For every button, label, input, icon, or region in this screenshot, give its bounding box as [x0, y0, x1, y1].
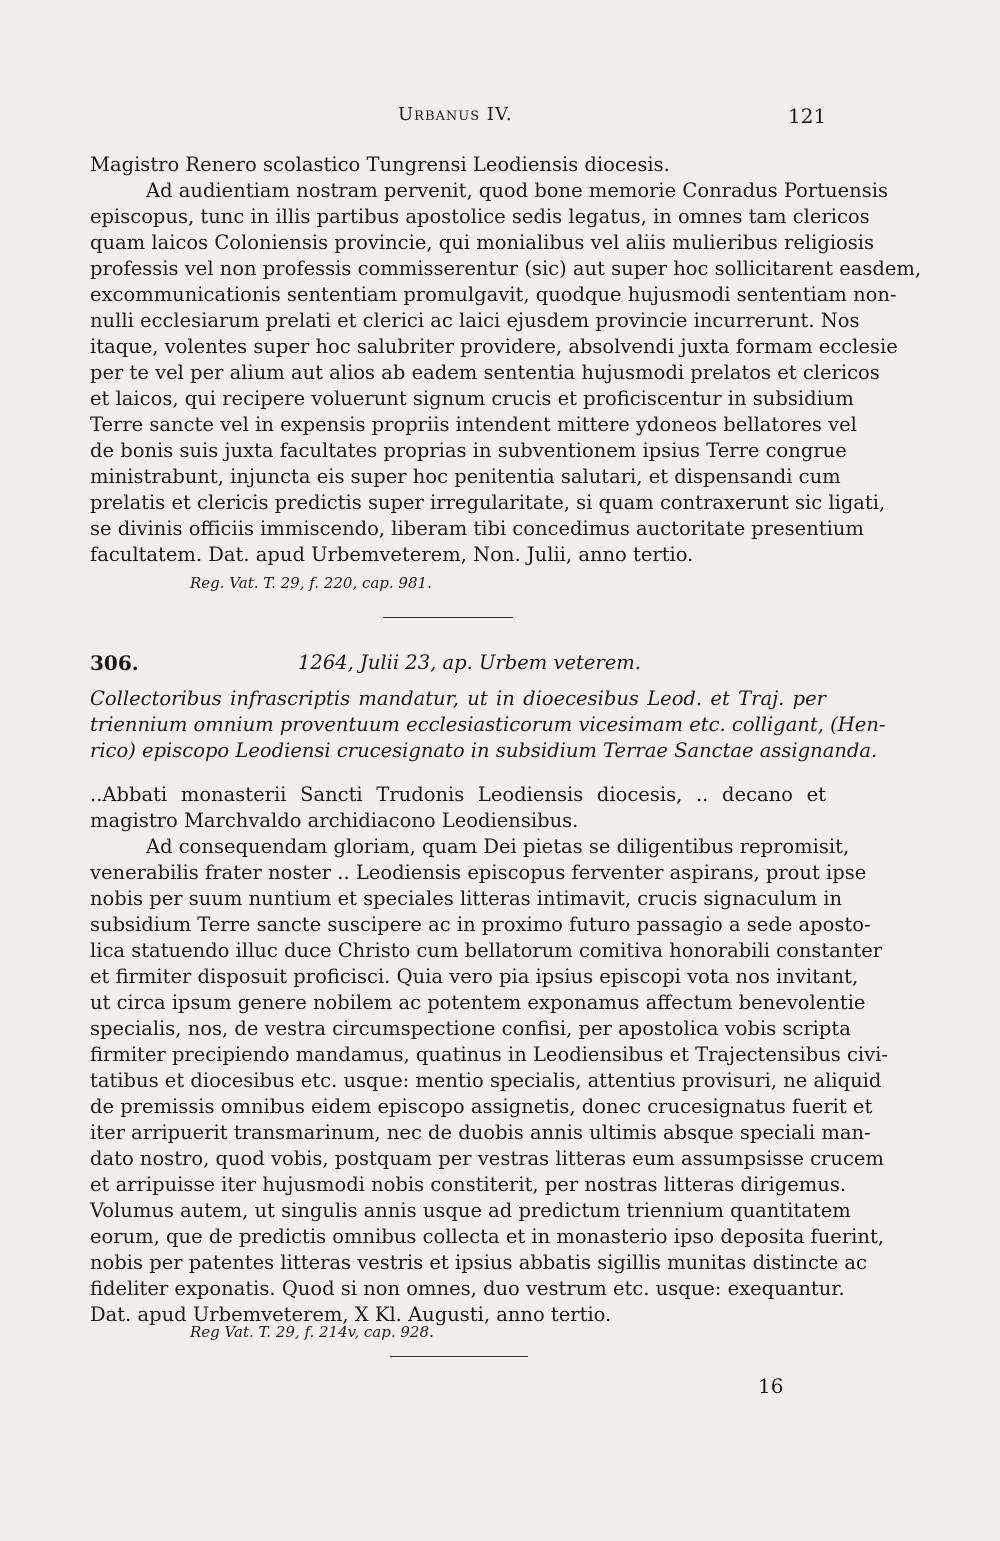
text-line: firmiter precipiendo mandamus, quatinus in Leodiensibus et Trajectensibus civi-: [90, 1043, 888, 1066]
text-line: et arripuisse iter hujusmodi nobis constiterit, per nostras litteras dirigemus.: [90, 1173, 847, 1196]
text-line: de premissis omnibus eidem episcopo assignetis, donec crucesignatus fuerit et: [90, 1095, 873, 1118]
summary-line: Collectoribus infrascriptis mandatur, ut in dioecesibus Leod. et Traj. per: [90, 687, 826, 710]
addressee-line: Magistro Renero scolastico Tungrensi Leodiensis diocesis.: [90, 153, 670, 176]
text-line: nulli ecclesiarum prelati et clerici ac laici ejusdem provincie incurrerunt. Nos: [90, 309, 860, 332]
text-line: prelatis et clericis predictis super irregularitate, si quam contraxerunt sic ligati,: [90, 491, 886, 514]
text-line: Ad audientiam nostram pervenit, quod bone memorie Conradus Portuensis: [146, 179, 888, 202]
text-line: fideliter exponatis. Quod si non omnes, duo vestrum etc. usque: exequantur.: [90, 1277, 845, 1300]
text-line: eorum, que de predictis omnibus collecta et in monasterio ipso deposita fuerint,: [90, 1225, 884, 1248]
text-line: quam laicos Coloniensis provincie, qui monialibus vel aliis mulieribus religiosis: [90, 231, 875, 254]
text-line: ministrabunt, injuncta eis super hoc penitentia salutari, et dispensandi cum: [90, 465, 841, 488]
text-line: dato nostro, quod vobis, postquam per vestras litteras eum assumpsisse crucem: [90, 1147, 884, 1170]
text-line: Terre sancte vel in expensis propriis intendent mittere ydoneos bellatores vel: [90, 413, 857, 436]
page-number: 121: [788, 104, 827, 128]
source-reference: Reg Vat. T. 29, f. 214v, cap. 928.: [190, 1323, 434, 1341]
text-line: episcopus, tunc in illis partibus apostolice sedis legatus, in omnes tam clericos: [90, 205, 870, 228]
section-divider: [383, 617, 513, 618]
summary-line: triennium omnium proventuum ecclesiasticorum vicesimam etc. colligant, (Hen-: [90, 713, 886, 736]
text-line: facultatem. Dat. apud Urbemveterem, Non. Julii, anno tertio.: [90, 543, 694, 566]
running-head: Urbanus IV.: [398, 104, 513, 125]
source-reference: Reg. Vat. T. 29, f. 220, cap. 981.: [190, 574, 432, 592]
text-line: iter arripuerit transmarinum, nec de duobis annis ultimis absque speciali man-: [90, 1121, 871, 1144]
text-line: et laicos, qui recipere voluerunt signum crucis et proficiscentur in subsidium: [90, 387, 854, 410]
text-line: venerabilis frater noster .. Leodiensis episcopus ferventer aspirans, prout ipse: [90, 861, 867, 884]
text-line: itaque, volentes super hoc salubriter providere, absolvendi juxta formam ecclesie: [90, 335, 898, 358]
text-line: per te vel per alium aut alios ab eadem sententia hujusmodi prelatos et clericos: [90, 361, 880, 384]
text-line: se divinis officiis immiscendo, liberam tibi concedimus auctoritate presentium: [90, 517, 864, 540]
section-divider: [390, 1356, 528, 1357]
text-line: de bonis suis juxta facultates proprias in subventionem ipsius Terre congrue: [90, 439, 847, 462]
document-date: 1264, Julii 23, ap. Urbem veterem.: [298, 651, 641, 674]
addressee-line: ..Abbati monasterii Sancti Trudonis Leodiensis diocesis, .. decano et: [90, 783, 826, 806]
text-line: et firmiter disposuit proficisci. Quia vero pia ipsius episcopi vota nos invitant,: [90, 965, 859, 988]
document-number: 306.: [90, 651, 139, 675]
text-line: lica statuendo illuc duce Christo cum bellatorum comitiva honorabili constanter: [90, 939, 883, 962]
text-line: nobis per suum nuntium et speciales litteras intimavit, crucis signaculum in: [90, 887, 843, 910]
text-line: specialis, nos, de vestra circumspectione confisi, per apostolica vobis scripta: [90, 1017, 851, 1040]
text-line: Volumus autem, ut singulis annis usque ad predictum triennium quantitatem: [90, 1199, 851, 1222]
text-line: Dat. apud Urbemveterem, X Kl. Augusti, anno tertio.: [90, 1303, 612, 1326]
text-line: subsidium Terre sancte suscipere ac in proximo futuro passagio a sede aposto-: [90, 913, 871, 936]
addressee-line: magistro Marchvaldo archidiacono Leodiensibus.: [90, 809, 579, 832]
summary-line: rico) episcopo Leodiensi crucesignato in subsidium Terrae Sanctae assignanda.: [90, 739, 878, 762]
text-line: professis vel non professis commisserentur (sic) aut super hoc sollicitarent easdem,: [90, 257, 922, 280]
text-line: Ad consequendam gloriam, quam Dei pietas se diligentibus repromisit,: [146, 835, 850, 858]
text-line: nobis per patentes litteras vestris et ipsius abbatis sigillis munitas distincte ac: [90, 1251, 867, 1274]
text-line: tatibus et diocesibus etc. usque: mentio specialis, attentius provisuri, ne aliquid: [90, 1069, 882, 1092]
text-line: ut circa ipsum genere nobilem ac potentem exponamus affectum benevolentie: [90, 991, 866, 1014]
signature-mark: 16: [758, 1374, 784, 1398]
text-line: excommunicationis sententiam promulgavit, quodque hujusmodi sententiam non-: [90, 283, 897, 306]
